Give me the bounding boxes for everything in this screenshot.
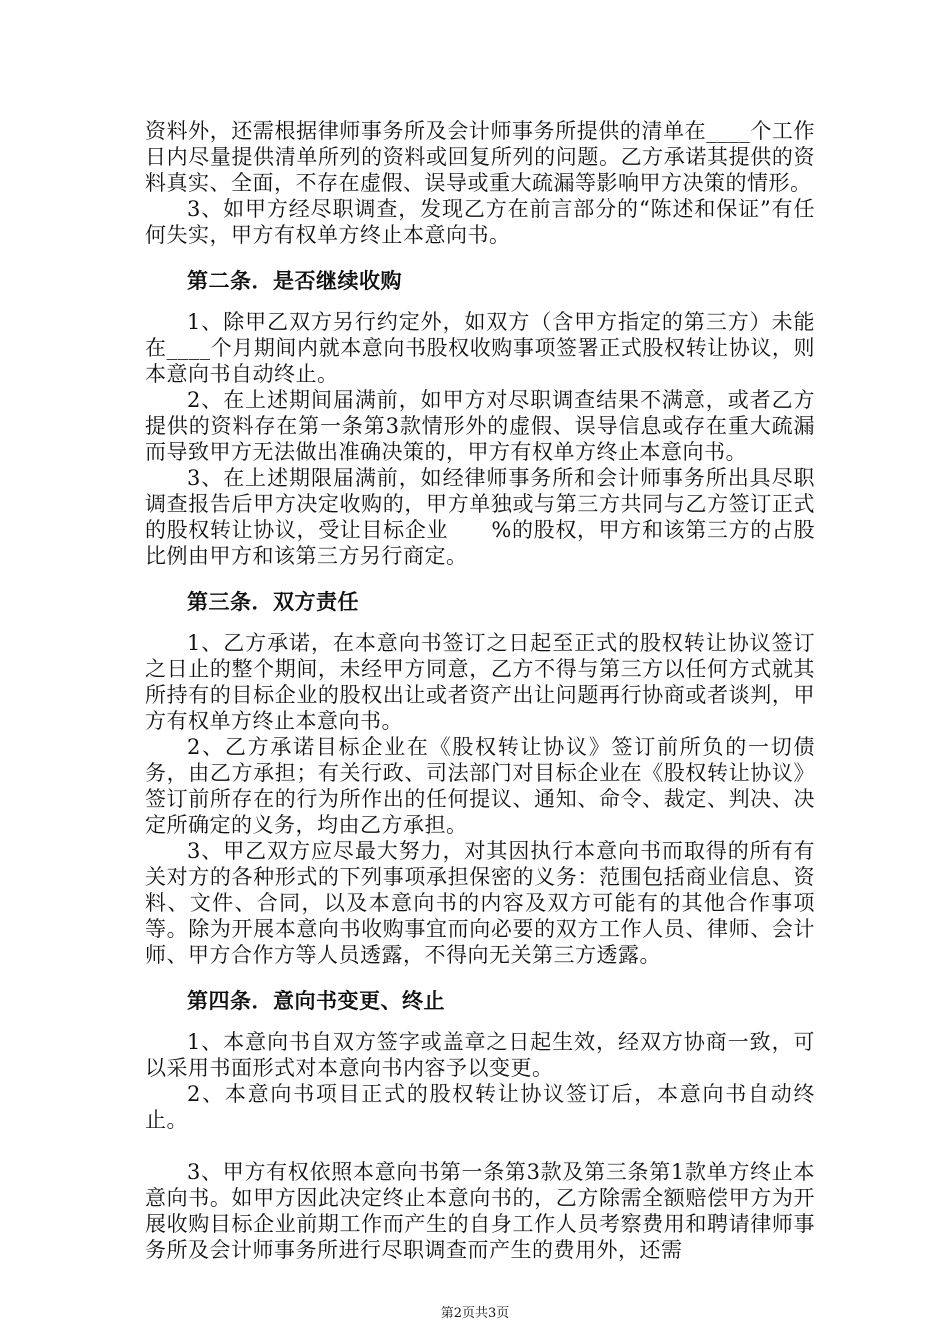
page-number-footer: 第2页共3页 <box>440 1306 510 1321</box>
paragraph-1-3: 3、如甲方经尽职调查，发现乙方在前言部分的“陈述和保证”有任何失实，甲方有权单方终止本意向书。 <box>145 197 815 247</box>
paragraph-continued: 资料外，还需根据律师事务所及会计师事务所提供的清单在____个工作日内尽量提供清单所列的资料或回复所列的问题。乙方承诺其提供的资料真实、全面，不存在虚假、误导或重大疏漏等影响甲方决策的情形。 <box>145 119 815 195</box>
paragraph-3-3: 3、甲乙双方应尽最大努力，对其因执行本意向书而取得的所有有关对方的各种形式的下列事项承担保密的义务：范围包括商业信息、资料、文件、合同，以及本意向书的内容及双方可能有的其他合作事项等。除为开展本意向书收购事宜而向必要的双方工作人员、律师、会计师、甲方合作方等人员透露，不得向无关第三方透露。 <box>145 839 815 967</box>
paragraph-4-2: 2、本意向书项目正式的股权转让协议签订后，本意向书自动终止。 <box>145 1082 815 1132</box>
paragraph-4-3: 3、甲方有权依照本意向书第一条第3款及第三条第1款单方终止本意向书。如甲方因此决定终止本意向书的，乙方除需全额赔偿甲方为开展收购目标企业前期工作而产生的自身工作人员考察费用和聘请律师事务所及会计师事务所进行尽职调查而产生的费用外，还需 <box>145 1160 815 1262</box>
paragraph-3-1: 1、乙方承诺，在本意向书签订之日起至正式的股权转让协议签订之日止的整个期间，未经甲方同意，乙方不得与第三方以任何方式就其所持有的目标企业的股权出让或者资产出让问题再行协商或者谈判，甲方有权单方终止本意向书。 <box>145 631 815 733</box>
section-heading-4: 第四条．意向书变更、终止 <box>187 989 445 1013</box>
paragraph-2-2: 2、在上述期间届满前，如甲方对尽职调查结果不满意，或者乙方提供的资料存在第一条第3款情形外的虚假、误导信息或存在重大疏漏而导致甲方无法做出准确决策的，甲方有权单方终止本意向书。 <box>145 388 815 464</box>
paragraph-3-2: 2、乙方承诺目标企业在《股权转让协议》签订前所负的一切债务，由乙方承担；有关行政、司法部门对目标企业在《股权转让协议》签订前所存在的行为所作出的任何提议、通知、命令、裁定、判决、决定所确定的义务，均由乙方承担。 <box>145 735 815 837</box>
section-heading-2: 第二条．是否继续收购 <box>187 269 402 293</box>
paragraph-4-1: 1、本意向书自双方签字或盖章之日起生效，经双方协商一致，可以采用书面形式对本意向书内容予以变更。 <box>145 1030 815 1080</box>
paragraph-2-3: 3、在上述期限届满前，如经律师事务所和会计师事务所出具尽职调查报告后甲方决定收购的，甲方单独或与第三方共同与乙方签订正式的股权转让协议，受让目标企业 %的股权，甲方和该第三方的占股比例由甲方和该第三方另行商定。 <box>145 466 815 568</box>
section-heading-3: 第三条．双方责任 <box>187 590 359 614</box>
paragraph-2-1: 1、除甲乙双方另行约定外，如双方（含甲方指定的第三方）未能在____个月期间内就本意向书股权收购事项签署正式股权转让协议，则本意向书自动终止。 <box>145 310 815 386</box>
document-body <box>145 118 815 1263</box>
